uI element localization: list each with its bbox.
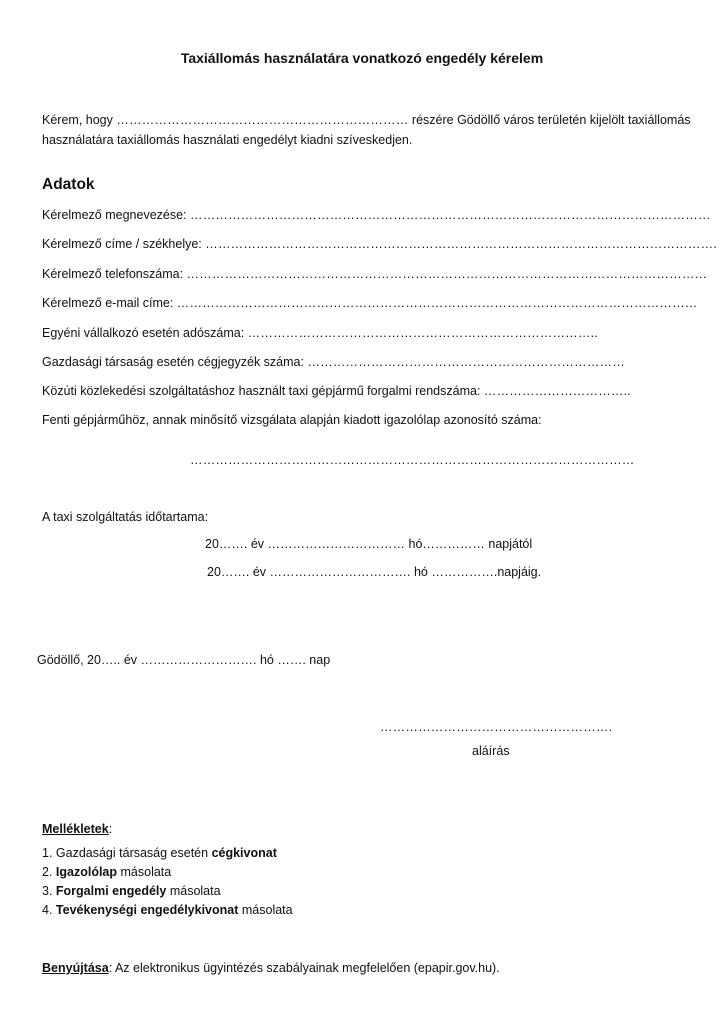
field-applicant-name — [42, 208, 711, 222]
intro-prefix: Kérem, hogy — [42, 113, 117, 127]
attachment-item — [42, 865, 171, 879]
field-blank[interactable]: …………………………………………………………………………………………………………… — [190, 208, 711, 222]
signature-label: aláírás — [472, 744, 510, 758]
duration-from[interactable]: 20……. év …………………………… hó…………… napjától — [205, 537, 533, 551]
submission-colon: : — [108, 961, 113, 975]
field-blank[interactable]: …………………………………………………………………………………………………………… — [176, 296, 698, 310]
attachment-item — [42, 846, 277, 860]
field-certificate-number — [42, 413, 542, 427]
attachment-bold-text: cégkivonat — [211, 846, 277, 860]
document-title: Taxiállomás használatára vonatkozó engedély kérelem — [180, 50, 544, 66]
attachment-number: 4. — [42, 903, 56, 917]
field-blank[interactable]: …………………………….. — [483, 384, 631, 398]
attachment-bold-text: Forgalmi engedély — [55, 884, 167, 898]
submission-label: Benyújtása — [42, 961, 109, 975]
attachment-number: 2. — [42, 865, 56, 879]
field-applicant-phone — [42, 267, 707, 281]
field-blank[interactable]: ………………………………………………………………… — [307, 355, 625, 369]
attachment-bold-text: Igazolólap — [55, 865, 118, 879]
attachment-bold-text: Tevékenységi engedélykivonat — [55, 903, 239, 917]
attachment-item — [42, 884, 221, 898]
duration-label: A taxi szolgáltatás időtartama: — [42, 510, 209, 524]
intro-line-2: használatára taxiállomás használati engedélyt kiadni szíveskedjen. — [42, 133, 413, 147]
field-blank[interactable]: …………………………………………………………………………………………………………… — [186, 267, 708, 281]
intro-name-blank[interactable]: …………………………………………………………… — [116, 113, 409, 127]
field-label: Közúti közlekedési szolgáltatáshoz használt taxi gépjármű forgalmi rendszáma: — [42, 384, 484, 398]
field-blank[interactable]: ……………………………………………………………………….. — [247, 326, 598, 340]
field-label: Kérelmező e-mail címe: — [42, 296, 177, 310]
attachments-colon: : — [108, 822, 113, 836]
field-applicant-email — [42, 296, 697, 310]
field-applicant-address — [42, 237, 717, 251]
field-label: Gazdasági társaság esetén cégjegyzék száma: — [42, 355, 308, 369]
field-label: Kérelmező címe / székhelye: — [42, 237, 206, 251]
place-date[interactable]: Gödöllő, 20….. év ………………………. hó ……. nap — [37, 653, 331, 667]
field-label: Egyéni vállalkozó esetén adószáma: — [42, 326, 248, 340]
duration-to[interactable]: 20……. év ……………………………. hó …………….napjáig. — [207, 565, 542, 579]
certificate-number-blank[interactable]: …………………………………………………………………………………………… — [190, 453, 635, 467]
intro-line-1 — [42, 113, 691, 127]
attachments-title: Mellékletek — [42, 822, 109, 836]
submission-note — [42, 961, 500, 975]
attachment-number: 1. — [42, 846, 56, 860]
signature-line[interactable]: ………………………………………………. — [380, 720, 613, 734]
field-label: Fenti gépjárműhöz, annak minősítő vizsgálata alapján kiadott igazolólap azonosító száma: — [42, 413, 542, 427]
section-heading-adatok: Adatok — [42, 176, 95, 193]
field-label: Kérelmező megnevezése: — [42, 208, 190, 222]
field-tax-number — [42, 326, 598, 340]
attachment-number: 3. — [42, 884, 56, 898]
attachment-text-after: másolata — [117, 865, 172, 879]
field-label: Kérelmező telefonszáma: — [42, 267, 187, 281]
attachment-item — [42, 903, 293, 917]
field-plate-number — [42, 384, 631, 398]
attachment-text-after: másolata — [166, 884, 221, 898]
field-company-registration — [42, 355, 625, 369]
attachment-text: Gazdasági társaság esetén — [55, 846, 212, 860]
field-blank[interactable]: …………………………………………………………………………………………………………. — [205, 237, 717, 251]
attachment-text-after: másolata — [238, 903, 293, 917]
intro-suffix: részére Gödöllő város területén kijelölt taxiállomás — [408, 113, 691, 127]
submission-text: Az elektronikus ügyintézés szabályainak megfelelően (epapir.gov.hu). — [112, 961, 500, 975]
attachments-heading — [42, 822, 112, 836]
